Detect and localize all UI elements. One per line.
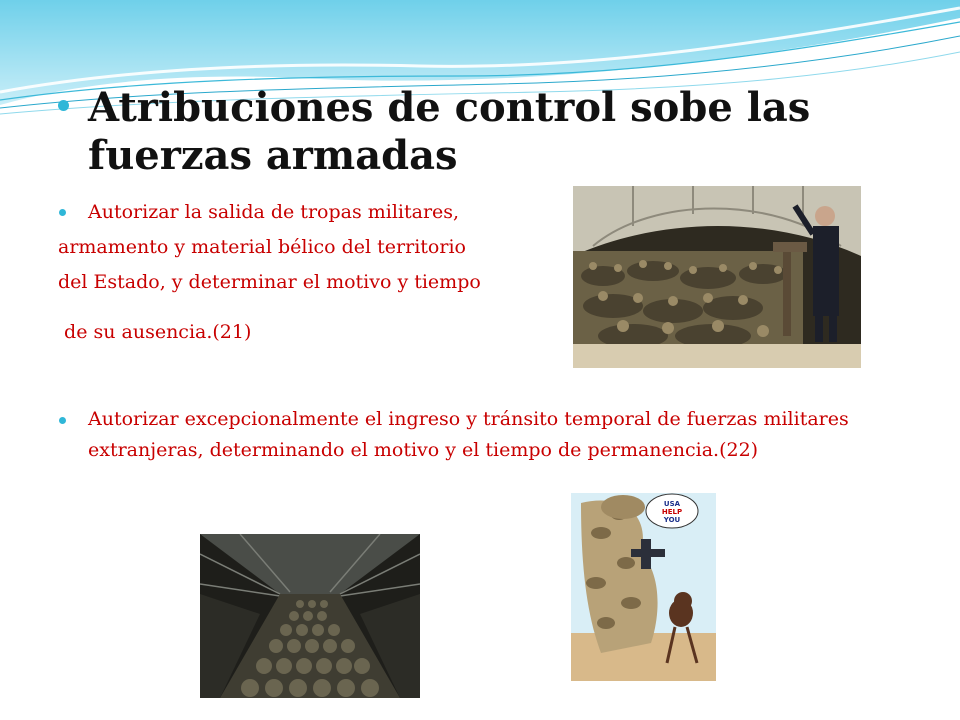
cartoon-icon	[571, 493, 716, 681]
troops-speech-photo	[573, 186, 861, 368]
point1-bullet-icon	[59, 209, 66, 216]
point1-line-4: de su ausencia.(21)	[58, 321, 252, 343]
point1-line-2: armamento y material bélico del territorio	[58, 236, 466, 258]
slide-title: Atribuciones de control sobe las fuerzas armadas	[88, 84, 811, 179]
aircraft-troops-photo	[200, 534, 420, 698]
cartoon-speech-line-2: HELP	[661, 508, 683, 516]
point1-line-3: del Estado, y determinar el motivo y tiempo	[58, 271, 481, 293]
usa-help-cartoon	[571, 493, 716, 681]
point2-bullet-icon	[59, 417, 66, 424]
title-bullet-icon	[58, 100, 69, 111]
photo-icon	[573, 186, 861, 368]
point1-line-1: Autorizar la salida de tropas militares,	[88, 201, 460, 223]
cartoon-speech-line-3: YOU	[663, 516, 681, 524]
point2-text: Autorizar excepcionalmente el ingreso y tránsito temporal de fuerzas militares extranjeras, determinando el motivo y el tiempo de permanencia.(22)	[88, 408, 849, 461]
photo-icon	[200, 534, 420, 698]
cartoon-speech-line-1: USA	[663, 500, 681, 508]
